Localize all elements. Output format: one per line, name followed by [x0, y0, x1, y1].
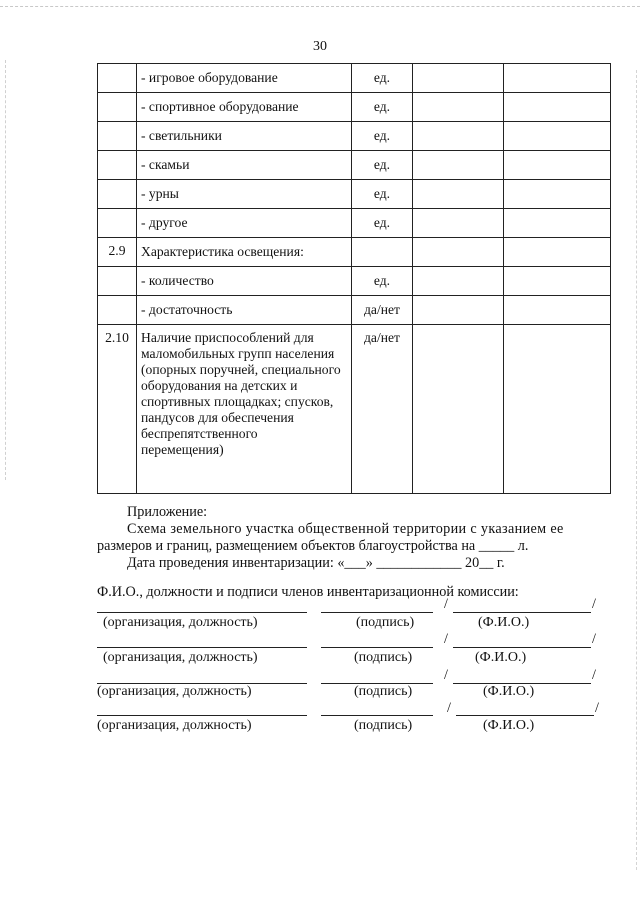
row-note-cell — [504, 238, 611, 267]
page-number: 30 — [313, 39, 327, 54]
row-value-cell — [413, 122, 504, 151]
fio-caption: (Ф.И.О.) — [478, 615, 530, 630]
row-number — [98, 122, 137, 151]
signature-caption: (подпись) — [354, 650, 413, 665]
row-number — [98, 296, 137, 325]
row-value-cell — [413, 296, 504, 325]
fio-caption: (Ф.И.О.) — [483, 718, 535, 733]
row-number — [98, 209, 137, 238]
row-number: 2.9 — [98, 238, 137, 267]
table-row — [98, 238, 611, 267]
slash-separator: / — [592, 596, 596, 612]
organization-signature-line — [97, 647, 307, 648]
row-name: - другое — [137, 209, 352, 238]
row-note-cell — [504, 267, 611, 296]
commission-heading: Ф.И.О., должности и подписи членов инвентаризационной комиссии: — [97, 584, 519, 600]
slash-separator: / — [447, 700, 451, 716]
organization-signature-line — [97, 715, 307, 716]
row-number — [98, 93, 137, 122]
signature-caption: (подпись) — [356, 615, 415, 630]
row-number — [98, 180, 137, 209]
row-name: Наличие приспособлений для маломобильных групп населения (опорных поручней, специального оборудования на детских и спортивных площадках; спусков, пандусов для обеспечения беспрепятственного перемещения) — [137, 325, 352, 494]
row-note-cell — [504, 93, 611, 122]
row-name: - игровое оборудование — [137, 64, 352, 93]
row-name: - достаточность — [137, 296, 352, 325]
row-value-cell — [413, 93, 504, 122]
row-unit: ед. — [352, 151, 413, 180]
table-row — [98, 122, 611, 151]
row-note-cell — [504, 180, 611, 209]
slash-separator: / — [444, 667, 448, 683]
scan-artifact-left — [5, 60, 6, 480]
row-unit: ед. — [352, 180, 413, 209]
row-value-cell — [413, 180, 504, 209]
slash-separator: / — [595, 700, 599, 716]
signature-caption: (подпись) — [354, 684, 413, 699]
table-row — [98, 296, 611, 325]
table-row — [98, 267, 611, 296]
row-unit: ед. — [352, 93, 413, 122]
row-note-cell — [504, 209, 611, 238]
organization-caption: (организация, должность) — [103, 650, 258, 665]
signature-caption: (подпись) — [354, 718, 413, 733]
table-row — [98, 325, 611, 494]
table-row — [98, 180, 611, 209]
row-value-cell — [413, 209, 504, 238]
scan-artifact-right — [636, 70, 637, 870]
slash-separator: / — [444, 596, 448, 612]
inventory-date-line: Дата проведения инвентаризации: «___» ____________ 20__ г. — [127, 555, 505, 571]
row-unit: да/нет — [352, 325, 413, 494]
row-value-cell — [413, 64, 504, 93]
fio-caption: (Ф.И.О.) — [475, 650, 527, 665]
slash-separator: / — [592, 631, 596, 647]
row-note-cell — [504, 151, 611, 180]
slash-separator: / — [592, 667, 596, 683]
organization-caption: (организация, должность) — [97, 684, 252, 699]
fio-line — [456, 715, 594, 716]
table-row — [98, 93, 611, 122]
row-number — [98, 151, 137, 180]
row-note-cell — [504, 122, 611, 151]
row-name: - количество — [137, 267, 352, 296]
row-note-cell — [504, 296, 611, 325]
row-number: 2.10 — [98, 325, 137, 494]
organization-caption: (организация, должность) — [97, 718, 252, 733]
appendix-heading: Приложение: — [127, 504, 208, 520]
row-number — [98, 267, 137, 296]
row-name: - скамьи — [137, 151, 352, 180]
row-unit: ед. — [352, 64, 413, 93]
row-unit: ед. — [352, 267, 413, 296]
signature-line — [321, 612, 433, 613]
row-note-cell — [504, 64, 611, 93]
organization-caption: (организация, должность) — [103, 615, 258, 630]
table-row — [98, 151, 611, 180]
scan-artifact-top — [0, 0, 640, 7]
fio-line — [453, 612, 591, 613]
organization-signature-line — [97, 612, 307, 613]
row-value-cell — [413, 238, 504, 267]
table-row — [98, 64, 611, 93]
fio-line — [453, 647, 591, 648]
row-value-cell — [413, 325, 504, 494]
signature-line — [321, 715, 433, 716]
row-unit: да/нет — [352, 296, 413, 325]
signature-line — [321, 647, 433, 648]
row-name: Характеристика освещения: — [137, 238, 352, 267]
appendix-text-line-2: размеров и границ, размещением объектов благоустройства на _____ л. — [97, 538, 529, 554]
row-name: - светильники — [137, 122, 352, 151]
inventory-table — [97, 63, 611, 494]
slash-separator: / — [444, 631, 448, 647]
table-row — [98, 209, 611, 238]
row-value-cell — [413, 267, 504, 296]
row-name: - урны — [137, 180, 352, 209]
row-unit — [352, 238, 413, 267]
row-unit: ед. — [352, 122, 413, 151]
row-number — [98, 64, 137, 93]
row-value-cell — [413, 151, 504, 180]
row-note-cell — [504, 325, 611, 494]
appendix-text-line-1: Схема земельного участка общественной территории с указанием ее — [127, 521, 564, 537]
fio-caption: (Ф.И.О.) — [483, 684, 535, 699]
row-unit: ед. — [352, 209, 413, 238]
row-name: - спортивное оборудование — [137, 93, 352, 122]
